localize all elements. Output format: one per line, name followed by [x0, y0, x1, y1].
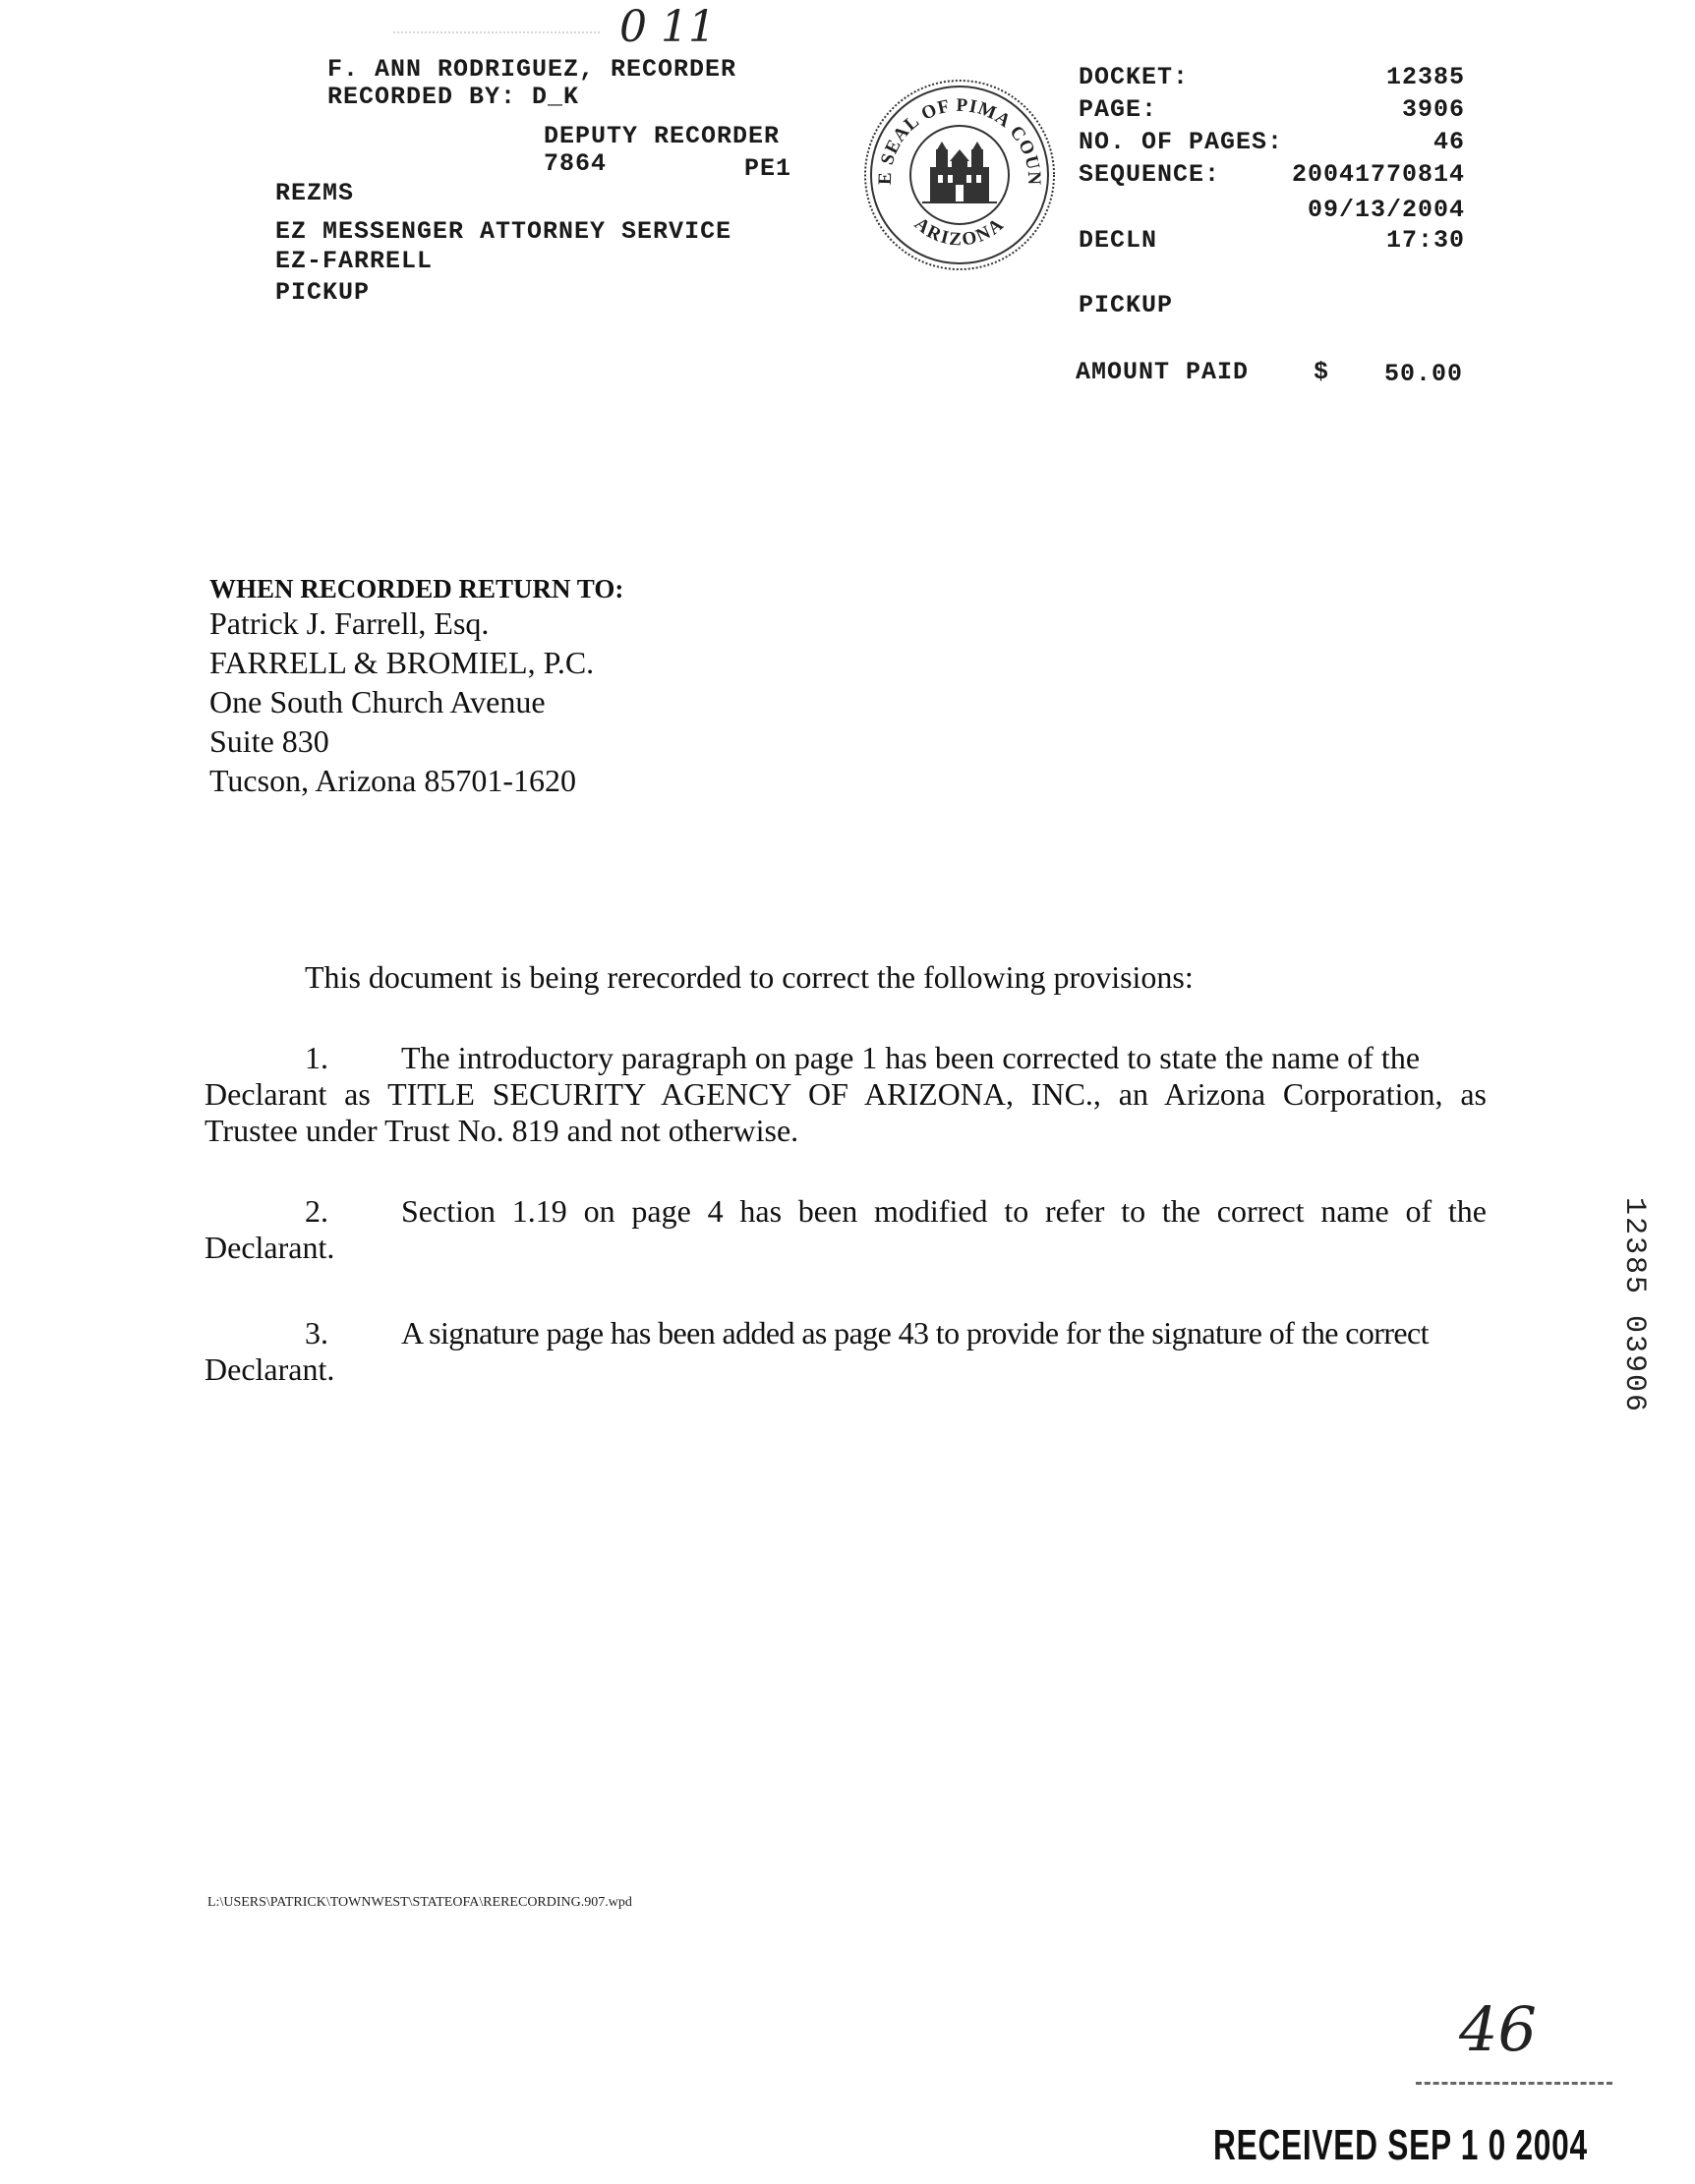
provision-item: [205, 1315, 1487, 1388]
amount-paid-label: AMOUNT PAID: [1076, 358, 1250, 386]
amount-paid-value: 50.00: [1383, 360, 1463, 388]
provision-line: Declarant as TITLE SECURITY AGENCY OF ARIZONA, INC., an Arizona Corporation, as: [205, 1076, 1487, 1112]
recorder-line: PICKUP: [275, 278, 371, 307]
return-to-heading: WHEN RECORDED RETURN TO:: [209, 574, 624, 603]
file-path: L:\USERS\PATRICK\TOWNWEST\STATEOFA\RERECORDING.907.wpd: [207, 1895, 632, 1910]
recorder-name: F. ANN RODRIGUEZ, RECORDER: [327, 55, 737, 84]
intro-text: This document is being rerecorded to correct the following provisions:: [305, 959, 1194, 995]
recorder-line: EZ MESSENGER ATTORNEY SERVICE: [275, 217, 732, 246]
provision-first-line: The introductory paragraph on page 1 has been corrected to state the name of the: [401, 1040, 1421, 1075]
return-to-line: Tucson, Arizona 85701-1620: [209, 763, 577, 798]
record-time: 17:30: [1385, 226, 1465, 255]
return-to-line: FARRELL & BROMIEL, P.C.: [209, 645, 595, 680]
page-label: PAGE:: [1079, 95, 1158, 124]
seal-bottom-text: ARIZONA: [909, 213, 1010, 251]
recorder-line: EZ-FARRELL: [275, 247, 434, 275]
county-seal: [861, 77, 1058, 273]
seal-top-text: E SEAL OF PIMA COUN: [874, 94, 1045, 187]
svg-text:ARIZONA: [910, 213, 1009, 250]
seal-graphic: [861, 77, 1058, 273]
stamp-dots: [1416, 2082, 1612, 2089]
num-pages-label: NO. OF PAGES:: [1079, 128, 1284, 156]
provision-first-line: Section 1.19 on page 4 has been modified to refer to the correct name of the: [401, 1193, 1487, 1229]
deputy-recorder: DEPUTY RECORDER: [544, 122, 781, 150]
page-value: 3906: [1401, 95, 1465, 124]
provision-item: [205, 1040, 1487, 1149]
provision-number: 3.: [305, 1315, 328, 1351]
docket-label: DOCKET:: [1079, 63, 1190, 91]
recorder-line: REZMS: [275, 179, 355, 207]
side-docket-number: 12385 03906: [1617, 1197, 1651, 1414]
faint-stamp-top: [393, 14, 600, 33]
sequence-label: SEQUENCE:: [1079, 160, 1221, 189]
provision-first-line: A signature page has been added as page 43 to provide for the signature of the correct: [401, 1315, 1429, 1351]
provision-item: [205, 1193, 1487, 1266]
sequence-value: 20041770814: [1291, 160, 1465, 189]
pickup-label: PICKUP: [1079, 291, 1174, 319]
recorder-code-1: 7864: [544, 149, 608, 178]
handwritten-page-number: 46: [1459, 1993, 1537, 2065]
handwritten-mark: 0 11: [619, 2, 716, 52]
provision-number: 1.: [305, 1040, 328, 1075]
document-type: DECLN: [1079, 226, 1158, 255]
return-to-line: Patrick J. Farrell, Esq.: [209, 605, 490, 641]
amount-currency: $: [1314, 358, 1330, 386]
received-stamp: RECEIVED SEP 1 0 2004: [1213, 2121, 1588, 2169]
provision-number: 2.: [305, 1193, 328, 1229]
record-date: 09/13/2004: [1307, 196, 1465, 224]
recorder-code-2: PE1: [744, 154, 792, 183]
provision-line: Declarant.: [205, 1351, 335, 1387]
return-to-line: One South Church Avenue: [209, 684, 546, 719]
return-to-line: Suite 830: [209, 723, 329, 759]
recorded-by: RECORDED BY: D_K: [327, 83, 580, 111]
num-pages-value: 46: [1432, 128, 1465, 156]
docket-value: 12385: [1385, 63, 1465, 91]
provision-line: Trustee under Trust No. 819 and not otherwise.: [205, 1113, 799, 1148]
provision-line: Declarant.: [205, 1230, 335, 1265]
